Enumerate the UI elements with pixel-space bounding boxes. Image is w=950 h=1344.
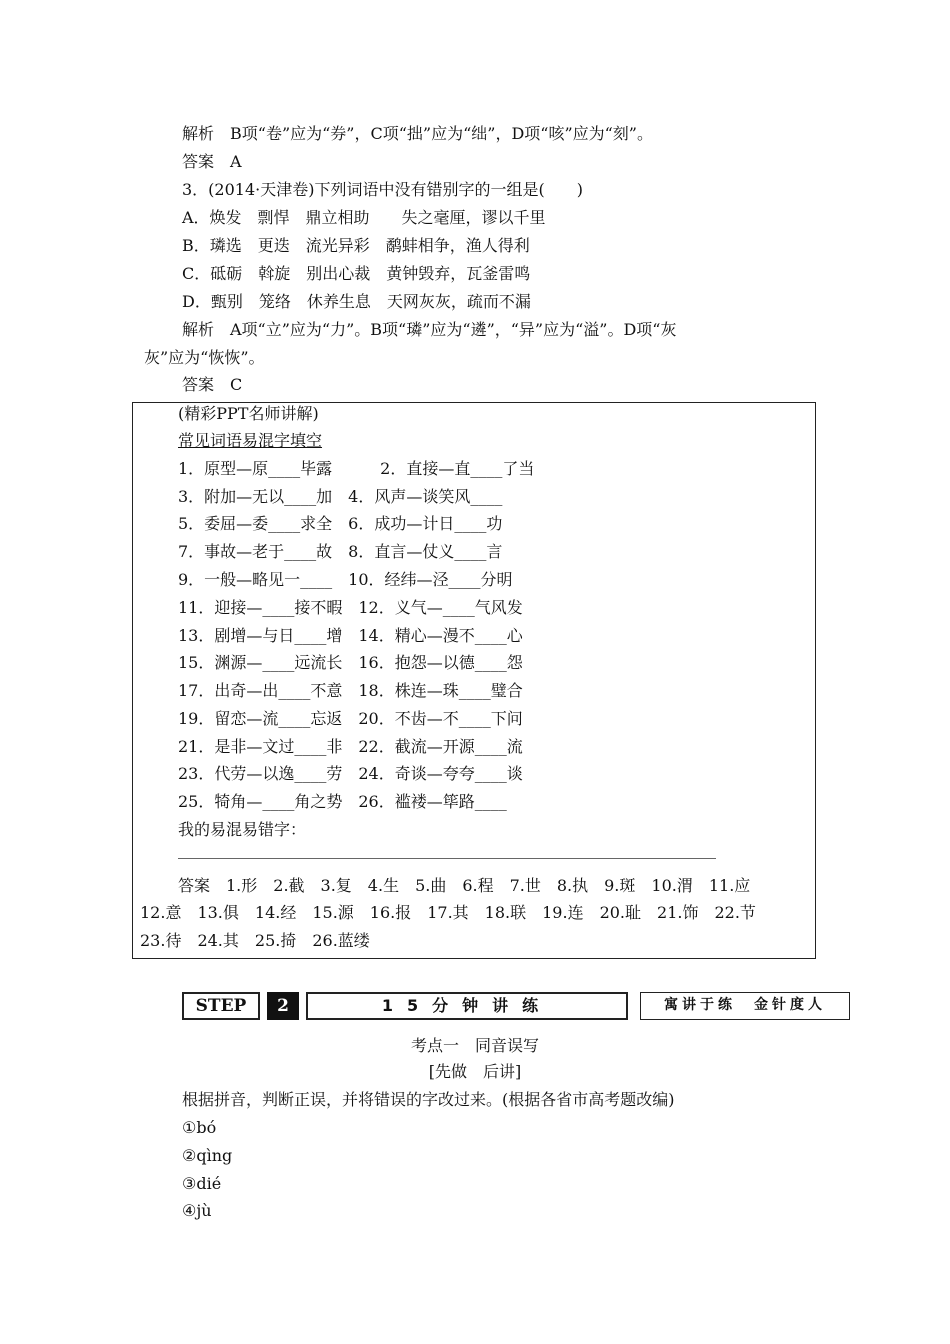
kaodian-title: 考点一 同音误写 xyxy=(410,1036,539,1055)
fill-row: 23．代劳—以逸____劳 24．奇谈—夸夸____谈 xyxy=(178,764,523,783)
fill-row: 13．剧增—与日____增 14．精心—漫不____心 xyxy=(178,626,523,645)
order-note: [先做 后讲] xyxy=(428,1062,522,1081)
fill-row: 9．一般—略见一____ 10．经纬—泾____分明 xyxy=(178,570,513,589)
instruction: 根据拼音，判断正误，并将错误的字改过来。(根据各省市高考题改编) xyxy=(182,1090,675,1109)
analysis-1: 解析 B项“卷”应为“券”，C项“拙”应为“绌”，D项“咳”应为“刻”。 xyxy=(182,124,653,143)
step-label: STEP xyxy=(182,992,260,1020)
question-3-option-b: B．璘选 更迭 流光异彩 鹬蚌相争，渔人得利 xyxy=(182,236,530,255)
box-header: (精彩PPT名师讲解) xyxy=(178,404,319,423)
box-answers-line-1: 答案 1.形 2.截 3.复 4.生 5.曲 6.程 7.世 8.执 9.斑 10.渭 11.应 xyxy=(178,876,751,895)
fill-row: 17．出奇—出____不意 18．株连—珠____璧合 xyxy=(178,681,523,700)
box-answers-line-2: 12.意 13.俱 14.经 15.源 16.报 17.其 18.联 19.连 20.耻 21.饰 22.节 xyxy=(140,903,756,922)
question-3-option-a: A．焕发 剽悍 鼎立相助 失之毫厘，谬以千里 xyxy=(182,208,546,227)
answer-write-line xyxy=(178,858,716,859)
step-number: 2 xyxy=(267,992,299,1020)
fill-row: 5．委屈—委____求全 6．成功—计日____功 xyxy=(178,514,503,533)
fill-row: 11．迎接—____接不暇 12．义气—____气风发 xyxy=(178,598,523,617)
pinyin-item: ②qìng xyxy=(182,1146,233,1165)
answer-1: 答案 A xyxy=(182,152,242,171)
box-subtitle: 常见词语易混字填空 xyxy=(178,431,323,450)
analysis-3-line-2: 灰”应为“恢恢”。 xyxy=(144,348,265,367)
question-3-stem: 3．(2014·天津卷)下列词语中没有错别字的一组是( ) xyxy=(182,180,583,199)
fill-row: 21．是非—文过____非 22．截流—开源____流 xyxy=(178,737,523,756)
pinyin-item: ①bó xyxy=(182,1118,217,1137)
fill-row: 1．原型—原____毕露 2．直接—直____了当 xyxy=(178,459,535,478)
fill-row: 7．事故—老于____故 8．直言—仗义____言 xyxy=(178,542,503,561)
fill-row: 15．渊源—____远流长 16．抱怨—以德____怨 xyxy=(178,653,523,672)
answer-3: 答案 C xyxy=(182,375,243,394)
step-title: 15分钟讲练 xyxy=(306,992,628,1020)
pinyin-item: ③dié xyxy=(182,1174,222,1193)
fill-row: 3．附加—无以____加 4．风声—谈笑风____ xyxy=(178,487,503,506)
fill-row: 25．犄角—____角之势 26．褴褛—筚路____ xyxy=(178,792,507,811)
box-answers-line-3: 23.待 24.其 25.掎 26.蓝缕 xyxy=(140,931,370,950)
my-errors-label: 我的易混易错字： xyxy=(178,820,307,839)
step-motto: 寓讲于练 金针度人 xyxy=(640,992,850,1020)
pinyin-item: ④jù xyxy=(182,1201,212,1220)
fill-row: 19．留恋—流____忘返 20．不齿—不____下问 xyxy=(178,709,523,728)
question-3-option-d: D．甄别 笼络 休养生息 天网灰灰，疏而不漏 xyxy=(182,292,531,311)
question-3-option-c: C．砥砺 斡旋 别出心裁 黄钟毁弃，瓦釜雷鸣 xyxy=(182,264,531,283)
analysis-3-line-1: 解析 A项“立”应为“力”。B项“璘”应为“遴”，“异”应为“溢”。D项“灰 xyxy=(182,320,677,339)
